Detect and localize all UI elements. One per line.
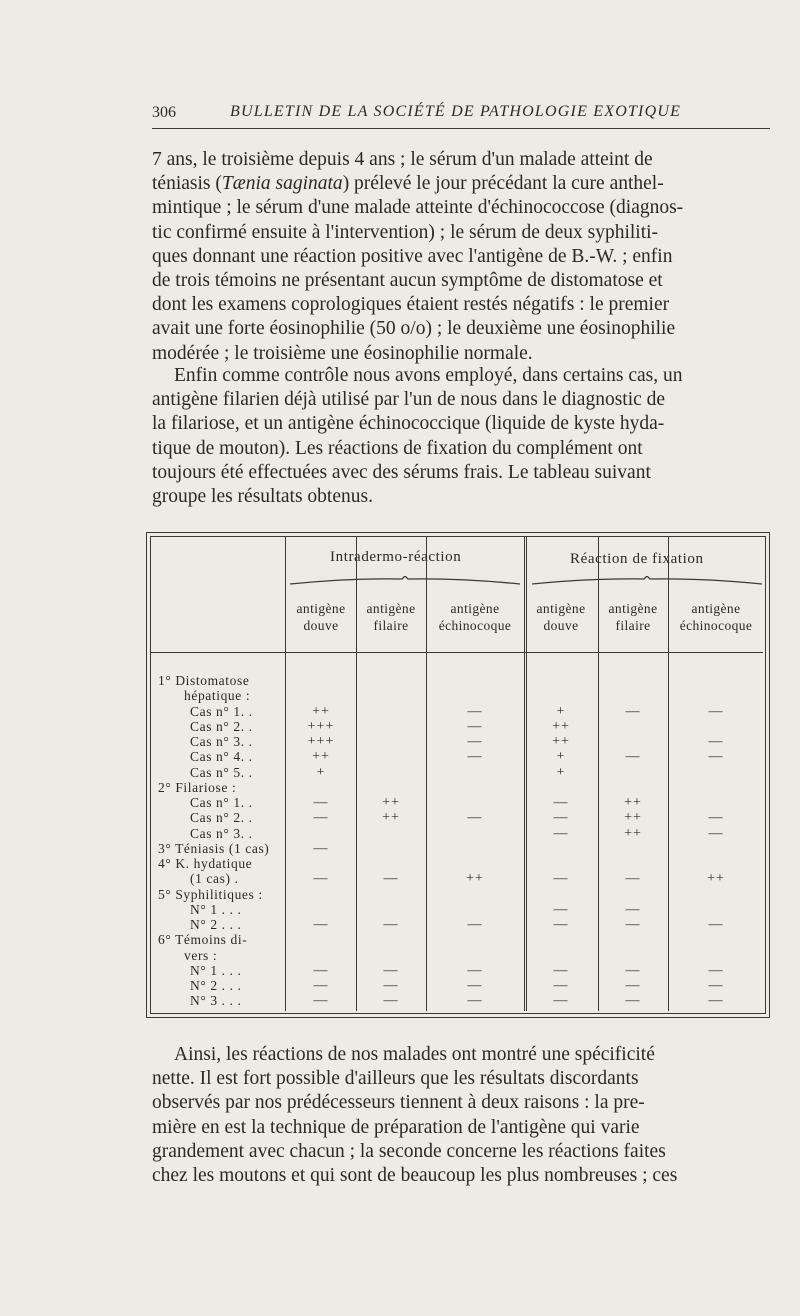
table-cell: — <box>625 749 641 765</box>
table-cell: — <box>467 718 483 734</box>
paragraph-line: mière en est la technique de préparation de l'antigène qui varie <box>152 1116 640 1138</box>
column-header-line: échinocoque <box>438 618 512 633</box>
paragraph-line: groupe les résultats obtenus. <box>152 486 373 508</box>
paragraph-line: toujours été effectuées avec des sérums frais. Le tableau suivant <box>152 461 651 483</box>
table-cell: — <box>708 917 724 932</box>
table-cell: — <box>625 917 641 932</box>
column-header <box>286 600 356 634</box>
paragraph-line: grandement avec chacun ; la seconde concerne les réactions faites <box>152 1140 666 1162</box>
row-label: 2° Filariose : <box>158 779 237 795</box>
table-cell: + <box>316 764 326 780</box>
table-top-rule <box>151 536 763 537</box>
row-label: Cas n° 3. . <box>190 825 253 841</box>
column-header-line: antigène <box>608 601 658 616</box>
table-cell: — <box>467 749 483 765</box>
table-cell: — <box>383 993 399 1009</box>
table-cell: ++ <box>382 810 400 826</box>
column-header-line: douve <box>303 618 339 633</box>
paragraph-line: téniasis (Tænia saginata) prélevé le jour précédant la cure anthel- <box>152 173 664 195</box>
paragraph-3 <box>152 1043 770 1188</box>
table-cell: — <box>708 962 724 978</box>
table-cell: — <box>553 917 569 932</box>
column-divider <box>426 537 427 1011</box>
paragraph-line: nette. Il est fort possible d'ailleurs que les résultats discordants <box>152 1068 639 1090</box>
group-header-fixation: Réaction de fixation <box>570 551 704 567</box>
table-cell: — <box>708 825 724 841</box>
column-header-line: douve <box>543 618 579 633</box>
column-header-line: antigène <box>366 601 416 616</box>
column-divider <box>668 537 669 1011</box>
row-label: Cas n° 2. . <box>190 810 253 826</box>
row-label: N° 2 . . . <box>190 917 242 932</box>
table-cell: — <box>553 978 569 993</box>
table-cell: — <box>553 871 569 887</box>
table-cell: ++ <box>552 734 570 749</box>
table-cell: + <box>556 703 566 719</box>
table-cell: ++ <box>312 703 330 719</box>
row-label: N° 3 . . . <box>190 993 242 1009</box>
table-cell: — <box>383 871 399 887</box>
row-label: Cas n° 4. . <box>190 749 253 765</box>
table-cell: ++ <box>624 795 642 810</box>
row-label: 1° Distomatose <box>158 673 250 688</box>
column-header-line: échinocoque <box>679 618 753 633</box>
column-header <box>526 600 596 634</box>
column-header-line: antigène <box>536 601 586 616</box>
paragraph-line: tique de mouton). Les réactions de fixation du complément ont <box>152 437 643 459</box>
table-cell: — <box>467 978 483 993</box>
row-label: hépatique : <box>184 688 251 704</box>
table-cell: — <box>553 901 569 917</box>
table-cell: — <box>708 734 724 749</box>
row-label: N° 1 . . . <box>190 901 242 917</box>
table-cell: ++ <box>466 871 484 887</box>
column-header-line: antigène <box>296 601 346 616</box>
table-cell: — <box>708 810 724 826</box>
row-label: Cas n° 5. . <box>190 764 253 780</box>
table-cell: ++ <box>312 749 330 765</box>
table-cell: ++ <box>552 718 570 734</box>
table-cell: — <box>313 795 329 810</box>
table-cell: +++ <box>307 718 335 734</box>
row-label: 4° K. hydatique <box>158 856 253 871</box>
table-cell: — <box>313 978 329 993</box>
page-number: 306 <box>152 104 176 121</box>
table-cell: ++ <box>624 825 642 841</box>
paragraph-line: dont les examens coprologiques étaient restés négatifs : le premier <box>152 294 670 316</box>
table-cell: — <box>383 917 399 932</box>
paragraph-line: Enfin comme contrôle nous avons employé, dans certains cas, un <box>174 365 683 386</box>
paragraph-line: modérée ; le troisième une éosinophilie normale. <box>152 342 533 364</box>
row-label: Cas n° 1. . <box>190 703 253 719</box>
row-label: N° 2 . . . <box>190 978 242 993</box>
table-cell: — <box>708 993 724 1009</box>
table-cell: — <box>553 993 569 1009</box>
row-label: (1 cas) . <box>190 871 239 887</box>
table-cell: + <box>556 749 566 765</box>
column-header-line: antigène <box>691 601 741 616</box>
group-brace <box>532 576 762 586</box>
running-header <box>152 102 770 129</box>
table-cell: — <box>708 978 724 993</box>
table-cell: — <box>313 871 329 887</box>
table-cell: — <box>625 703 641 719</box>
row-label: 3° Téniasis (1 cas) <box>158 840 270 856</box>
table-cell: — <box>553 810 569 826</box>
column-header <box>676 600 756 634</box>
paragraph-line: 7 ans, le troisième depuis 4 ans ; le sérum d'un malade atteint de <box>152 149 653 170</box>
table-cell: — <box>313 962 329 978</box>
table-cell: — <box>313 840 329 856</box>
table-cell: ++ <box>707 871 725 887</box>
column-header-line: filaire <box>373 618 409 633</box>
paragraph-line: de trois témoins ne présentant aucun symptôme de distomatose et <box>152 270 663 292</box>
table-cell: — <box>467 734 483 749</box>
paragraph-line: observés par nos prédécesseurs tiennent à deux raisons : la pre- <box>152 1092 645 1114</box>
table-cell: — <box>313 810 329 826</box>
table-cell: — <box>467 703 483 719</box>
row-label: vers : <box>184 947 218 963</box>
table-cell: + <box>556 764 566 780</box>
column-header <box>356 600 426 634</box>
table-cell: — <box>708 749 724 765</box>
row-label: Cas n° 1. . <box>190 795 253 810</box>
group-brace <box>290 576 520 586</box>
table-cell: — <box>625 962 641 978</box>
column-header-line: antigène <box>450 601 500 616</box>
table-cell: — <box>313 917 329 932</box>
journal-title: BULLETIN DE LA SOCIÉTÉ DE PATHOLOGIE EXOTIQUE <box>230 103 682 120</box>
table-cell: ++ <box>624 810 642 826</box>
table-cell: — <box>467 917 483 932</box>
table-cell: — <box>553 825 569 841</box>
paragraph-line: la filariose, et un antigène échinococcique (liquide de kyste hyda- <box>152 413 665 435</box>
paragraph-line: avait une forte éosinophilie (50 o/o) ; le deuxième une éosinophilie <box>152 318 676 340</box>
header-rule <box>151 652 763 653</box>
group-header-intradermo: Intradermo-réaction <box>330 549 462 565</box>
table-cell: — <box>553 795 569 810</box>
paragraph-line: Ainsi, les réactions de nos malades ont montré une spécificité <box>174 1044 655 1065</box>
table-cell: — <box>467 810 483 826</box>
table-cell: — <box>313 993 329 1009</box>
table-cell: — <box>625 978 641 993</box>
paragraph-line: mintique ; le sérum d'une malade atteinte d'échinococcose (diagnos- <box>152 197 684 219</box>
row-label: 5° Syphilitiques : <box>158 886 263 902</box>
table-cell: — <box>553 962 569 978</box>
table-cell: — <box>383 962 399 978</box>
table-cell: — <box>467 993 483 1009</box>
table-cell: — <box>383 978 399 993</box>
table-cell: — <box>625 901 641 917</box>
species-name: Tænia saginata <box>221 173 343 195</box>
column-header <box>435 600 515 634</box>
row-label: Cas n° 3. . <box>190 734 253 749</box>
column-header-line: filaire <box>615 618 651 633</box>
column-header <box>598 600 668 634</box>
table-cell: — <box>625 993 641 1009</box>
table-cell: — <box>708 703 724 719</box>
row-label: 6° Témoins di- <box>158 932 248 948</box>
table-cell: — <box>467 962 483 978</box>
table-cell: ++ <box>382 795 400 810</box>
paragraph-line: ques donnant une réaction positive avec l'antigène de B.-W. ; enfin <box>152 245 673 267</box>
paragraph-1 <box>152 148 770 366</box>
row-label: Cas n° 2. . <box>190 718 253 734</box>
paragraph-line: chez les moutons et qui sont de beaucoup les plus nombreuses ; ces <box>152 1165 678 1187</box>
table-cell: +++ <box>307 734 335 749</box>
table-cell: — <box>625 871 641 887</box>
paragraph-line: tic confirmé ensuite à l'intervention) ; le sérum de deux syphiliti- <box>152 221 659 243</box>
paragraph-line: antigène filarien déjà utilisé par l'un de nous dans le diagnostic de <box>152 389 666 411</box>
paragraph-2 <box>152 364 770 509</box>
row-label: N° 1 . . . <box>190 962 242 978</box>
